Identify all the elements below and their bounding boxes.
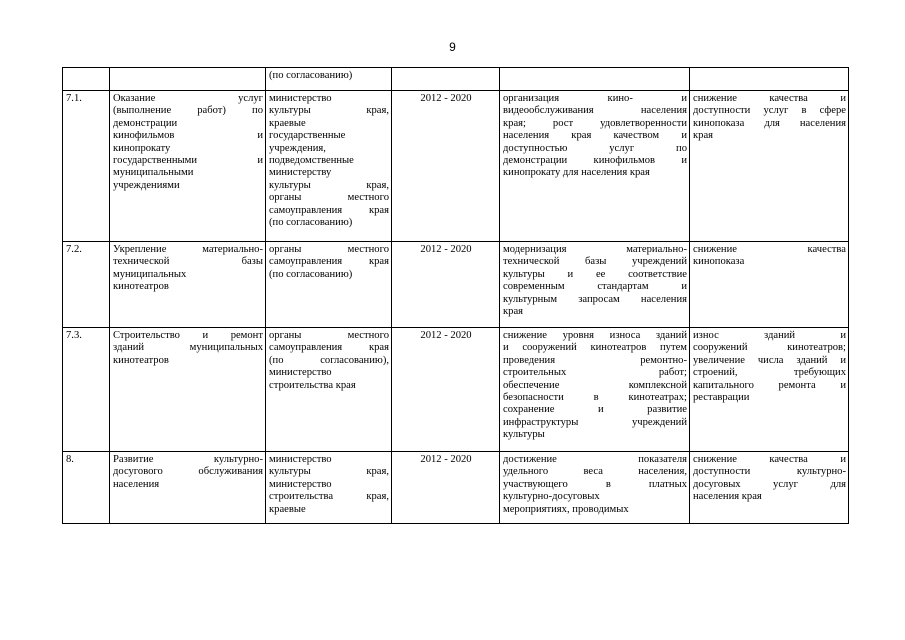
cell-line: реставрации — [693, 392, 750, 404]
cell-line: проведения ремонтно- — [503, 354, 687, 366]
cell-term — [392, 91, 500, 242]
cell-line: органы местного — [269, 330, 389, 341]
cell-line: культуры края, — [269, 466, 389, 478]
cell-line: сохранение и развитие — [503, 404, 687, 416]
cell-line: населения — [113, 478, 160, 490]
table-body — [63, 68, 849, 524]
cell-consequence — [690, 68, 849, 91]
cell-line: подведомственные — [269, 155, 354, 167]
cell-text: 2012 - 2020 — [420, 454, 472, 465]
cell-executors — [266, 68, 392, 91]
cell-line: строительства края, — [269, 491, 389, 503]
cell-row-number — [63, 91, 110, 242]
cell-line: кинотеатров — [113, 281, 169, 293]
cell-text: 2012 - 2020 — [420, 93, 472, 104]
cell-line: (по согласованию), — [269, 354, 389, 366]
cell-line: культуры края, — [269, 105, 389, 117]
cell-line: кинопоказа — [693, 256, 745, 268]
cell-line: демонстрации — [113, 117, 178, 129]
cell-line: износ зданий и — [693, 330, 846, 341]
cell-line: краевые — [269, 503, 306, 515]
cell-line: строений, требующих — [693, 367, 846, 379]
cell-consequence — [690, 91, 849, 242]
cell-line: организация кино- и — [503, 93, 687, 104]
cell-line: муниципальных — [113, 268, 187, 280]
cell-line: сооружений кинотеатров; — [693, 342, 846, 354]
cell-executors — [266, 328, 392, 452]
cell-term — [392, 452, 500, 524]
cell-expected-result — [500, 452, 690, 524]
cell-text: 7.1. — [66, 93, 82, 104]
cell-line: участвующего в платных — [503, 478, 687, 490]
cell-line: кинопоказа для населения — [693, 117, 846, 129]
cell-line: инфраструктуры учреждений — [503, 416, 687, 428]
cell-expected-result — [500, 68, 690, 91]
cell-line: снижение уровня износа зданий — [503, 330, 687, 341]
cell-text: 7.3. — [66, 330, 82, 341]
cell-line: органы местного — [269, 192, 389, 204]
table-row — [63, 68, 849, 91]
cell-term — [392, 242, 500, 328]
cell-executors — [266, 91, 392, 242]
cell-line: культурным запросам населения — [503, 293, 687, 305]
cell-line: увеличение числа зданий и — [693, 354, 846, 366]
cell-line: удельного веса населения, — [503, 466, 687, 478]
cell-row-number — [63, 242, 110, 328]
cell-line: министерство — [269, 478, 332, 490]
cell-line: кинофильмов и — [113, 130, 263, 142]
cell-executors — [266, 242, 392, 328]
cell-line: достижение показателя — [503, 454, 687, 465]
cell-expected-result — [500, 242, 690, 328]
table-row — [63, 242, 849, 328]
cell-line: (по согласованию) — [269, 70, 353, 81]
cell-measure-name — [110, 452, 266, 524]
cell-line: государственными и — [113, 155, 263, 167]
cell-line: технической базы учреждений — [503, 256, 687, 268]
table-row — [63, 452, 849, 524]
cell-line: культуры и ее соответствие — [503, 268, 687, 280]
cell-line: министерство — [269, 93, 332, 104]
cell-line: (по согласованию) — [269, 217, 353, 229]
cell-line: доступностью услуг по — [503, 142, 687, 154]
cell-measure-name — [110, 91, 266, 242]
cell-measure-name — [110, 328, 266, 452]
cell-line: досуговых услуг для — [693, 478, 846, 490]
cell-line: безопасности в кинотеатрах; — [503, 392, 687, 404]
cell-consequence — [690, 242, 849, 328]
cell-line: населения края качеством и — [503, 130, 687, 142]
cell-line: демонстрации кинофильмов и — [503, 155, 687, 167]
cell-line: технической базы — [113, 256, 263, 268]
page-number: 9 — [449, 40, 456, 54]
cell-expected-result — [500, 328, 690, 452]
cell-line: органы местного — [269, 244, 389, 255]
cell-text: 8. — [66, 454, 74, 465]
cell-line: видеообслуживания населения — [503, 105, 687, 117]
cell-text: 2012 - 2020 — [420, 330, 472, 341]
cell-line: снижение качества — [693, 244, 846, 255]
cell-line: снижение качества и — [693, 454, 846, 465]
cell-line: края; рост удовлетворенности — [503, 117, 687, 129]
cell-line: (выполнение работ) по — [113, 105, 263, 117]
cell-line: строительных работ; — [503, 367, 687, 379]
cell-line: министерство — [269, 367, 332, 379]
cell-line: самоуправления края — [269, 342, 389, 354]
cell-line: кинопрокату для населения края — [503, 167, 650, 179]
cell-line: строительства края — [269, 379, 356, 391]
cell-line: населения края — [693, 491, 762, 503]
cell-row-number — [63, 68, 110, 91]
measures-table — [62, 67, 849, 524]
cell-line: края — [503, 306, 524, 318]
cell-line: доступности культурно- — [693, 466, 846, 478]
cell-line: доступности услуг в сфере — [693, 105, 846, 117]
table-row — [63, 91, 849, 242]
cell-line: зданий муниципальных — [113, 342, 263, 354]
cell-row-number — [63, 328, 110, 452]
cell-line: Оказание услуг — [113, 93, 263, 104]
cell-line: учреждения, — [269, 142, 326, 154]
cell-line: обеспечение комплексной — [503, 379, 687, 391]
cell-consequence — [690, 452, 849, 524]
cell-line: снижение качества и — [693, 93, 846, 104]
cell-line: (по согласованию) — [269, 268, 353, 280]
cell-measure-name — [110, 242, 266, 328]
cell-line: мероприятиях, проводимых — [503, 503, 629, 515]
cell-line: досугового обслуживания — [113, 466, 263, 478]
cell-line: кинотеатров — [113, 354, 169, 366]
table-row — [63, 328, 849, 452]
cell-line: культурно-досуговых — [503, 491, 600, 503]
cell-text: 7.2. — [66, 244, 82, 255]
cell-consequence — [690, 328, 849, 452]
cell-line: и сооружений кинотеатров путем — [503, 342, 687, 354]
cell-line: учреждениями — [113, 179, 180, 191]
cell-row-number — [63, 452, 110, 524]
cell-executors — [266, 452, 392, 524]
cell-text: 2012 - 2020 — [420, 244, 472, 255]
cell-line: капитального ремонта и — [693, 379, 846, 391]
cell-expected-result — [500, 91, 690, 242]
cell-line: Строительство и ремонт — [113, 330, 263, 341]
cell-line: муниципальными — [113, 167, 194, 179]
cell-line: края — [693, 130, 714, 142]
cell-line: кинопрокату — [113, 142, 171, 154]
cell-term — [392, 68, 500, 91]
cell-line: государственные — [269, 130, 346, 142]
cell-measure-name — [110, 68, 266, 91]
cell-line: министерству — [269, 167, 332, 179]
cell-line: самоуправления края — [269, 256, 389, 268]
cell-line: современным стандартам и — [503, 281, 687, 293]
cell-line: модернизация материально- — [503, 244, 687, 255]
cell-line: самоуправления края — [269, 204, 389, 216]
cell-term — [392, 328, 500, 452]
cell-line: Укрепление материально- — [113, 244, 263, 255]
cell-line: министерство — [269, 454, 332, 465]
cell-line: культуры края, — [269, 179, 389, 191]
cell-line: краевые — [269, 117, 306, 129]
cell-line: Развитие культурно- — [113, 454, 263, 465]
cell-line: культуры — [503, 429, 545, 441]
